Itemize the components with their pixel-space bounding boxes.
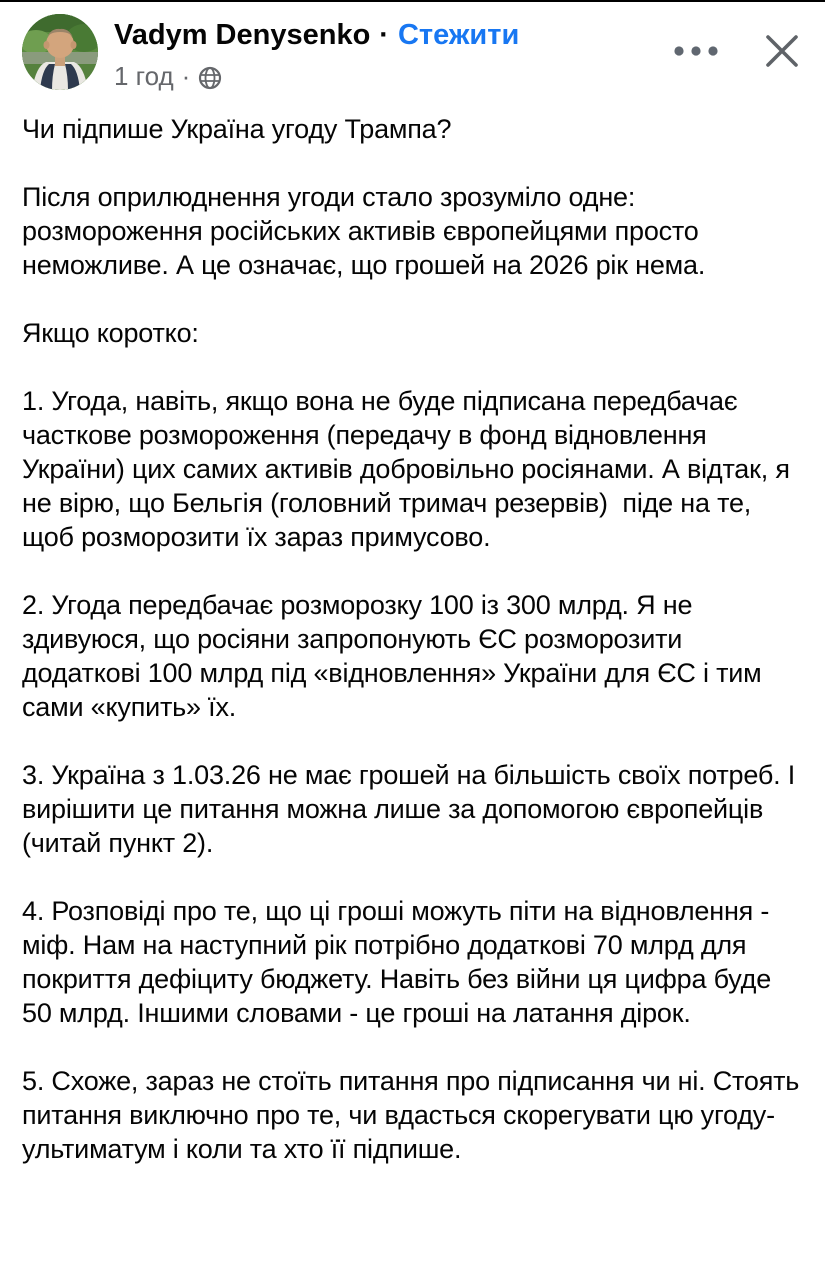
post-paragraph: 5. Схоже, зараз не стоїть питання про підписання чи ні. Стоять питання виключно про те, чи вдасться скорегувати цю угоду-ультиматум і коли та хто її підпише. [22,1066,807,1164]
close-icon [763,32,801,70]
author-name[interactable]: Vadym Denysenko [114,19,371,51]
meta-separator: · [181,61,191,91]
post-paragraph: Після оприлюднення угоди стало зрозуміло одне: розмороження російських активів європейцями просто неможливе. А це означає, що грошей на 2026 рік нема. [22,182,706,280]
post-title: Чи підпише Україна угоду Трампа? [22,114,452,144]
post-paragraph: Якщо коротко: [22,318,199,348]
header-actions [673,14,801,70]
post-paragraph: 2. Угода передбачає розморозку 100 із 300 млрд. Я не здивуюся, що росіяни запропонують ЄС розморозити додаткові 100 млрд під «відновлення» України для ЄС і тим сами «купить» їх. [22,590,769,722]
close-button[interactable] [763,32,801,70]
post-timestamp[interactable]: 1 год [114,61,174,91]
follow-button[interactable]: Стежити [397,19,520,51]
ellipsis-icon [673,45,719,57]
name-follow-separator: · [379,19,389,51]
name-row [114,19,673,52]
meta-row [114,61,673,92]
post-body [0,112,825,1166]
post-header-text [114,14,673,92]
post-paragraph: 1. Угода, навіть, якщо вона не буде підписана передбачає часткове розмороження (передачу в фонд відновлення України) цих самих активів добровільно росіянами. А відтак, я не вірю, що Бельгія (головний тримач резервів) піде на те, щоб розморозити їх зараз примусово. [22,386,798,552]
post-header [0,2,825,92]
post-paragraph: 3. Україна з 1.03.26 не має грошей на більшість своїх потреб. І вирішити це питання можна лише за допомогою європейців (читай пункт 2). [22,760,803,858]
post-paragraph: 4. Розповіді про те, що ці гроші можуть піти на відновлення - міф. Нам на наступний рік потрібно додаткові 70 млрд для покриття дефіциту бюджету. Навіть без війни ця цифра буде 50 млрд. Іншими словами - це гроші на латання дірок. [22,896,779,1028]
globe-icon [198,66,222,90]
avatar-photo [22,14,98,90]
avatar[interactable] [22,14,98,90]
more-options-button[interactable] [673,45,719,57]
